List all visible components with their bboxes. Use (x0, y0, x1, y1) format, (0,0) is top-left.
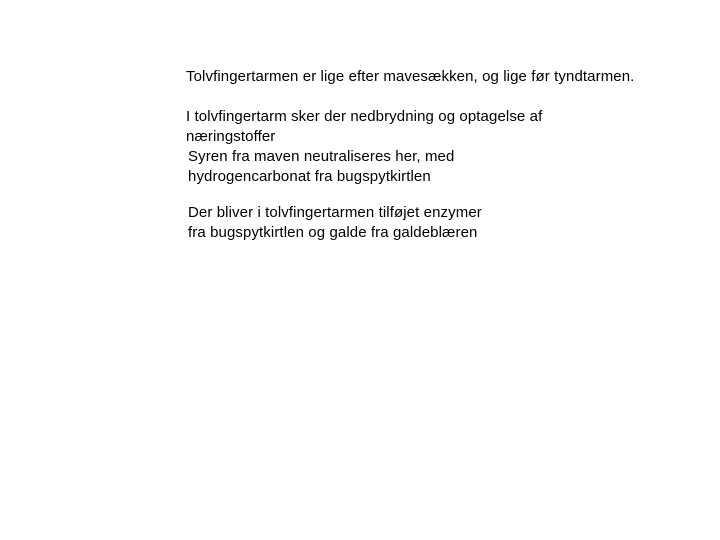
paragraph-line: Syren fra maven neutraliseres her, med (188, 148, 455, 165)
paragraph-line: I tolvfingertarm sker der nedbrydning og optagelse af (186, 108, 543, 125)
paragraph-line: fra bugspytkirtlen og galde fra galdeblæren (188, 224, 478, 241)
paragraph-line: næringstoffer (186, 128, 276, 145)
paragraph-enzymes (188, 203, 482, 243)
paragraph-line: hydrogencarbonat fra bugspytkirtlen (188, 168, 431, 185)
paragraph-digestion (186, 107, 542, 147)
paragraph-line: Tolvfingertarmen er lige efter mavesækken, og lige før tyndtarmen. (186, 68, 635, 85)
paragraph-location (186, 67, 634, 87)
paragraph-neutralization (188, 147, 454, 187)
paragraph-line: Der bliver i tolvfingertarmen tilføjet enzymer (188, 204, 482, 221)
